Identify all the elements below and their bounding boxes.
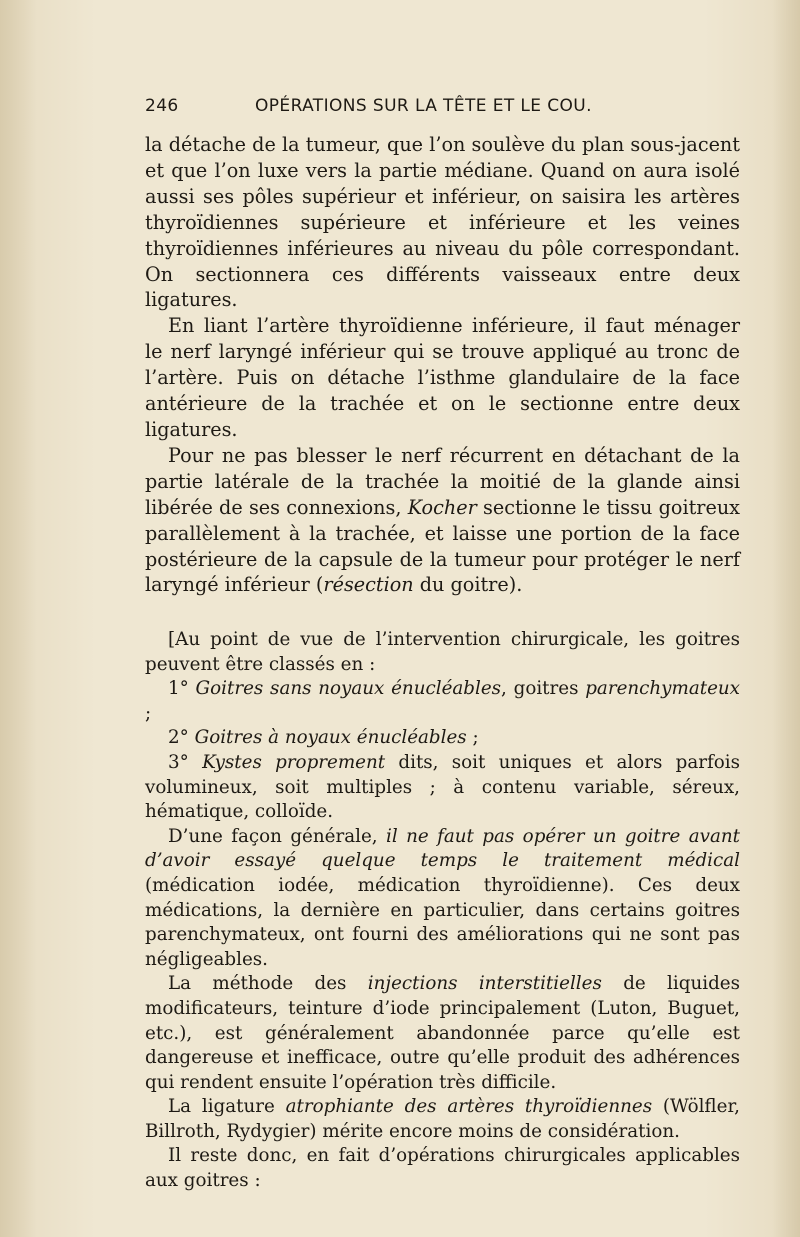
item2-end: ; (466, 727, 479, 749)
text-section-1 (145, 132, 740, 598)
p6-text-a: La méthode des (168, 973, 368, 995)
paragraph-conclusion: Il reste donc, en fait d’opérations chirurgicales applicables aux goitres : (145, 1145, 740, 1192)
kocher-text-e: du goitre). (413, 573, 523, 597)
paragraph-classification-intro: [Au point de vue de l’intervention chirurgicale, les goitres peuvent être classés en : (145, 629, 740, 675)
resection-term: résection (323, 573, 414, 597)
kocher-text-a: Pour ne pas blesser le nerf récurrent en détachant de la partie latérale de la trachée la moitié de la glande ainsi libérée de ses connexions, (145, 443, 740, 519)
item3-number: 3° (168, 751, 203, 773)
item1-term: Goitres sans noyaux énucléables (195, 678, 502, 700)
item1-end: ; (145, 702, 152, 724)
p7-emphasis: atrophiante des artères thyroïdiennes (285, 1096, 653, 1118)
running-title: OPÉRATIONS SUR LA TÊTE ET LE COU. (255, 96, 592, 116)
item1-term-2: parenchymateux (585, 678, 740, 700)
paragraph-ligature-atrophiante (145, 1095, 740, 1144)
item2-term: Goitres à noyaux énucléables (194, 727, 467, 749)
page-number: 246 (145, 96, 179, 116)
list-item-2 (145, 726, 740, 751)
paragraph-medical-treatment (145, 825, 740, 973)
item1-number: 1° (168, 678, 196, 700)
item2-number: 2° (168, 727, 195, 749)
list-item-1 (145, 677, 740, 726)
kocher-text-c: sectionne le tissu goitreux parallèlement à la trachée, et laisse une portion de la face postérieure de la capsule de la tumeur pour protéger le nerf laryngé inférieur ( (145, 495, 741, 597)
text-section-2 (145, 628, 740, 1194)
p6-text-c: de liquides modificateurs, teinture d’iode principalement (Luton, Buguet, etc.), est généralement abandonnée parce qu’elle est dangereuse et inefficace, outre qu’elle produit des adhérences qui rendent ensuite l’opération très difficile. (145, 973, 740, 1093)
p5-emphasis: il ne faut pas opérer un goitre avant d’avoir essayé quelque temps le traitement médical (145, 825, 740, 872)
list-item-3 (145, 751, 740, 825)
item3-term: Kystes proprement (202, 751, 386, 773)
paragraph-injections (145, 972, 740, 1095)
p5-text-a: D’une façon générale, (168, 825, 386, 847)
p6-emphasis: injections interstitielles (367, 973, 602, 995)
item3-text: dits, soit uniques et alors parfois volumineux, soit multiples ; à contenu variable, séreux, hématique, colloïde. (145, 751, 740, 823)
p5-text-c: (médication iodée, médication thyroïdienne). Ces deux médications, la dernière en particulier, dans certains goitres parenchymateux, ont fourni des améliorations qui ne sont pas négligeables. (145, 874, 740, 970)
paragraph-kocher (145, 443, 740, 598)
p7-text-c: (Wölfler, Billroth, Rydygier) mérite encore moins de considération. (145, 1096, 740, 1142)
paragraph-ligature-nerve: En liant l’artère thyroïdienne inférieure, il faut ménager le nerf laryngé inférieur qui se trouve appliqué au tronc de l’artère. Puis on détache l’isthme glandulaire de la face antérieure de la trachée et on le sectionne entre deux ligatures. (145, 314, 740, 441)
item1-text: , goitres (501, 678, 586, 700)
paragraph-continuation: la détache de la tumeur, que l’on soulève du plan sous-jacent et que l’on luxe vers la partie médiane. Quand on aura isolé aussi ses pôles supérieur et inférieur, on saisira les artères thyroïdiennes supérieure et inférieure et les veines thyroïdiennes inférieures au niveau du pôle correspondant. On sectionnera ces différents vaisseaux entre deux ligatures. (145, 133, 740, 312)
kocher-name: Kocher (407, 495, 477, 519)
p7-text-a: La ligature (168, 1096, 286, 1118)
